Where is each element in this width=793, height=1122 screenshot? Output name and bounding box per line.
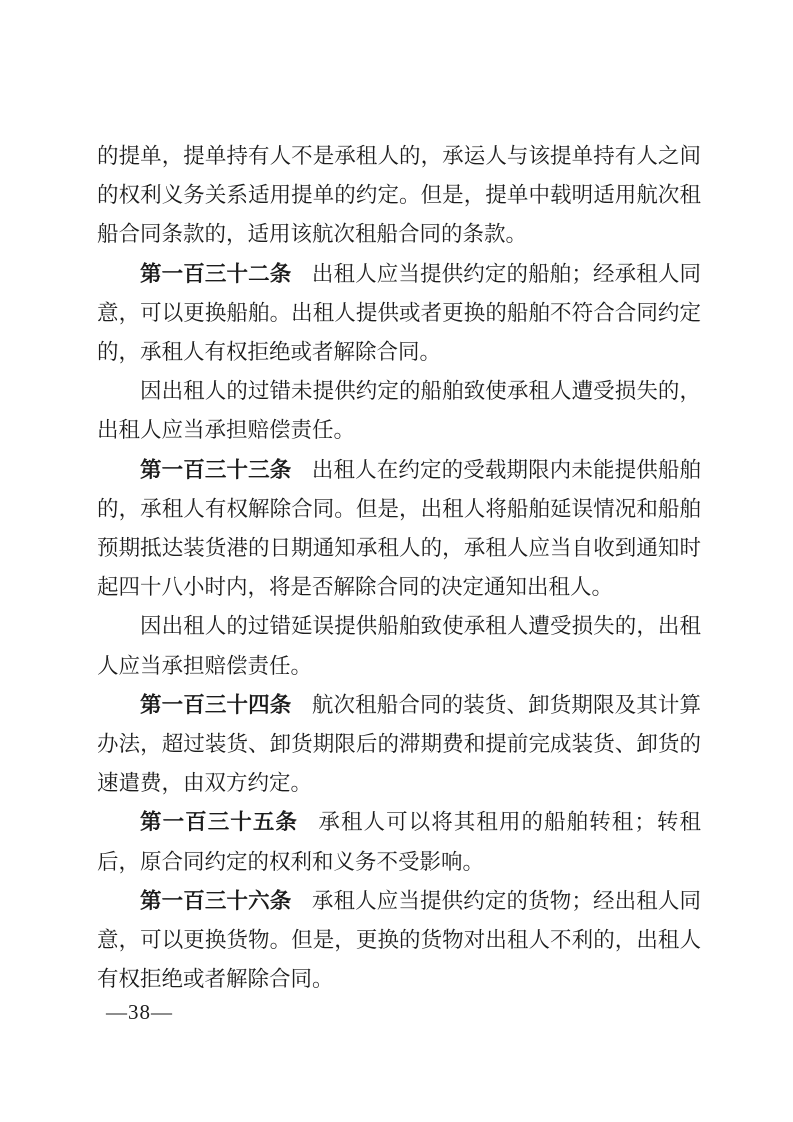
article-number-heading: 第一百三十二条 [140,261,292,286]
document-content [97,137,701,999]
article-number-heading: 第一百三十六条 [140,888,292,913]
paragraph-text: 出租人在约定的受载期限内未能提供船舶的，承租人有权解除合同。但是，出租人将船舶延误情况和船舶预期抵达装货港的日期通知承租人的，承租人应当自收到通知时起四十八小时内，将是否解除合同的决定通知出租人。 [97,457,701,600]
paragraph-text: 因出租人的过错延误提供船舶致使承租人遭受损失的，出租人应当承担赔偿责任。 [97,614,701,678]
article-number-heading: 第一百三十四条 [140,692,292,717]
paragraph-text: 航次租船合同的装货、卸货期限及其计算办法，超过装货、卸货期限后的滞期费和提前完成装货、卸货的速遣费，由双方约定。 [97,692,701,796]
article-paragraph [97,255,701,373]
page-number: —38— [106,1000,173,1024]
article-number-heading: 第一百三十三条 [140,457,292,482]
paragraph [97,372,701,450]
paragraph [97,607,701,685]
paragraph [97,137,701,255]
paragraph-text: 承租人可以将其租用的船舶转租；转租后，原合同约定的权利和义务不受影响。 [97,810,701,874]
article-paragraph [97,451,701,608]
paragraph-text: 因出租人的过错未提供约定的船舶致使承租人遭受损失的，出租人应当承担赔偿责任。 [97,379,701,443]
article-number-heading: 第一百三十五条 [140,810,298,835]
paragraph-text: 的提单，提单持有人不是承租人的，承运人与该提单持有人之间的权利义务关系适用提单的约定。但是，提单中载明适用航次租船合同条款的，适用该航次租船合同的条款。 [97,144,701,247]
article-paragraph [97,882,701,1000]
article-paragraph [97,803,701,881]
paragraph-text: 出租人应当提供约定的船舶；经承租人同意，可以更换船舶。出租人提供或者更换的船舶不符合合同约定的，承租人有权拒绝或者解除合同。 [97,261,701,365]
article-paragraph [97,686,701,804]
paragraph-text: 承租人应当提供约定的货物；经出租人同意，可以更换货物。但是，更换的货物对出租人不利的，出租人有权拒绝或者解除合同。 [97,888,701,992]
